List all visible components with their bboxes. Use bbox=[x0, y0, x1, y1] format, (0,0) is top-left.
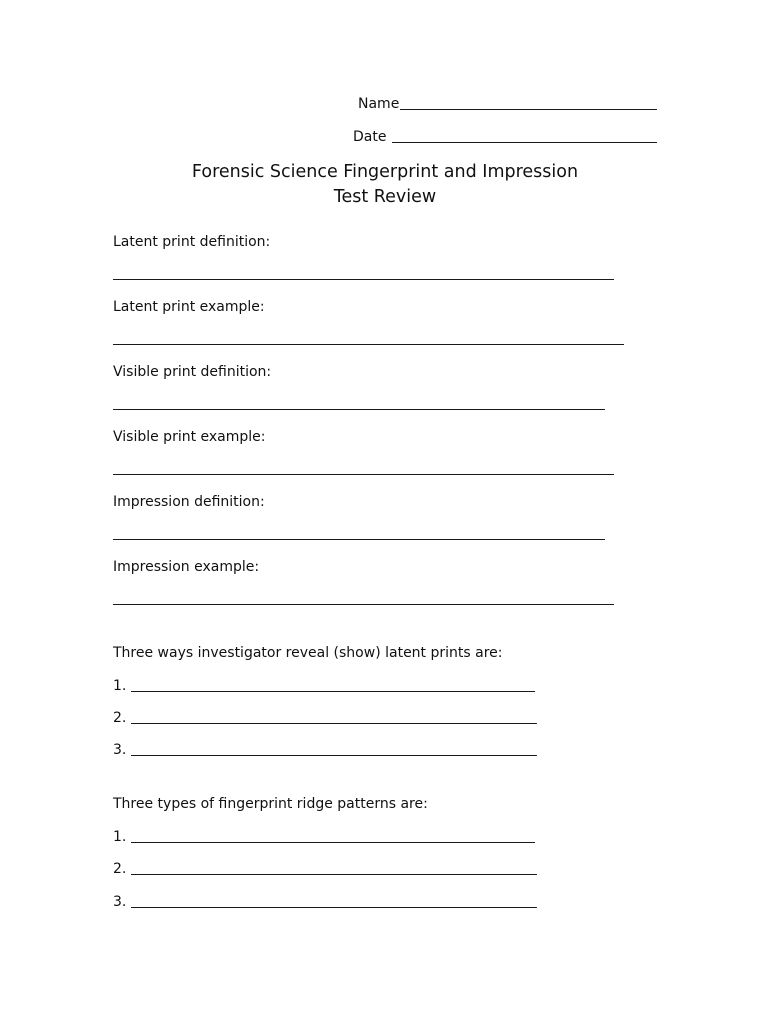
numbered-answer-line[interactable] bbox=[131, 842, 535, 843]
worksheet-title-line-2: Test Review bbox=[333, 187, 437, 207]
answer-line[interactable] bbox=[113, 539, 605, 540]
section-label: Impression definition: bbox=[113, 494, 265, 510]
numbered-item-label: 1. bbox=[113, 829, 127, 845]
answer-line[interactable] bbox=[113, 344, 624, 345]
answer-line[interactable] bbox=[113, 409, 605, 410]
date-label: Date bbox=[353, 129, 387, 145]
answer-line[interactable] bbox=[113, 279, 614, 280]
answer-line[interactable] bbox=[113, 604, 614, 605]
worksheet-title-line-1: Forensic Science Fingerprint and Impression bbox=[191, 162, 579, 182]
name-label: Name bbox=[358, 96, 400, 112]
numbered-item-label: 3. bbox=[113, 894, 127, 910]
reveal-question-prompt: Three ways investigator reveal (show) latent prints are: bbox=[113, 645, 503, 661]
numbered-item-label: 2. bbox=[113, 861, 127, 877]
date-line[interactable] bbox=[392, 142, 657, 143]
section-label: Impression example: bbox=[113, 559, 260, 575]
answer-line[interactable] bbox=[113, 474, 614, 475]
patterns-question-prompt: Three types of fingerprint ridge patterns are: bbox=[113, 796, 428, 812]
numbered-answer-line[interactable] bbox=[131, 691, 535, 692]
numbered-item-label: 3. bbox=[113, 742, 127, 758]
section-label: Latent print definition: bbox=[113, 234, 271, 250]
numbered-answer-line[interactable] bbox=[131, 874, 537, 875]
numbered-answer-line[interactable] bbox=[131, 907, 537, 908]
section-label: Latent print example: bbox=[113, 299, 265, 315]
numbered-item-label: 1. bbox=[113, 678, 127, 694]
numbered-answer-line[interactable] bbox=[131, 723, 537, 724]
name-line[interactable] bbox=[400, 109, 657, 110]
section-label: Visible print example: bbox=[113, 429, 266, 445]
numbered-answer-line[interactable] bbox=[131, 755, 537, 756]
numbered-item-label: 2. bbox=[113, 710, 127, 726]
section-label: Visible print definition: bbox=[113, 364, 272, 380]
